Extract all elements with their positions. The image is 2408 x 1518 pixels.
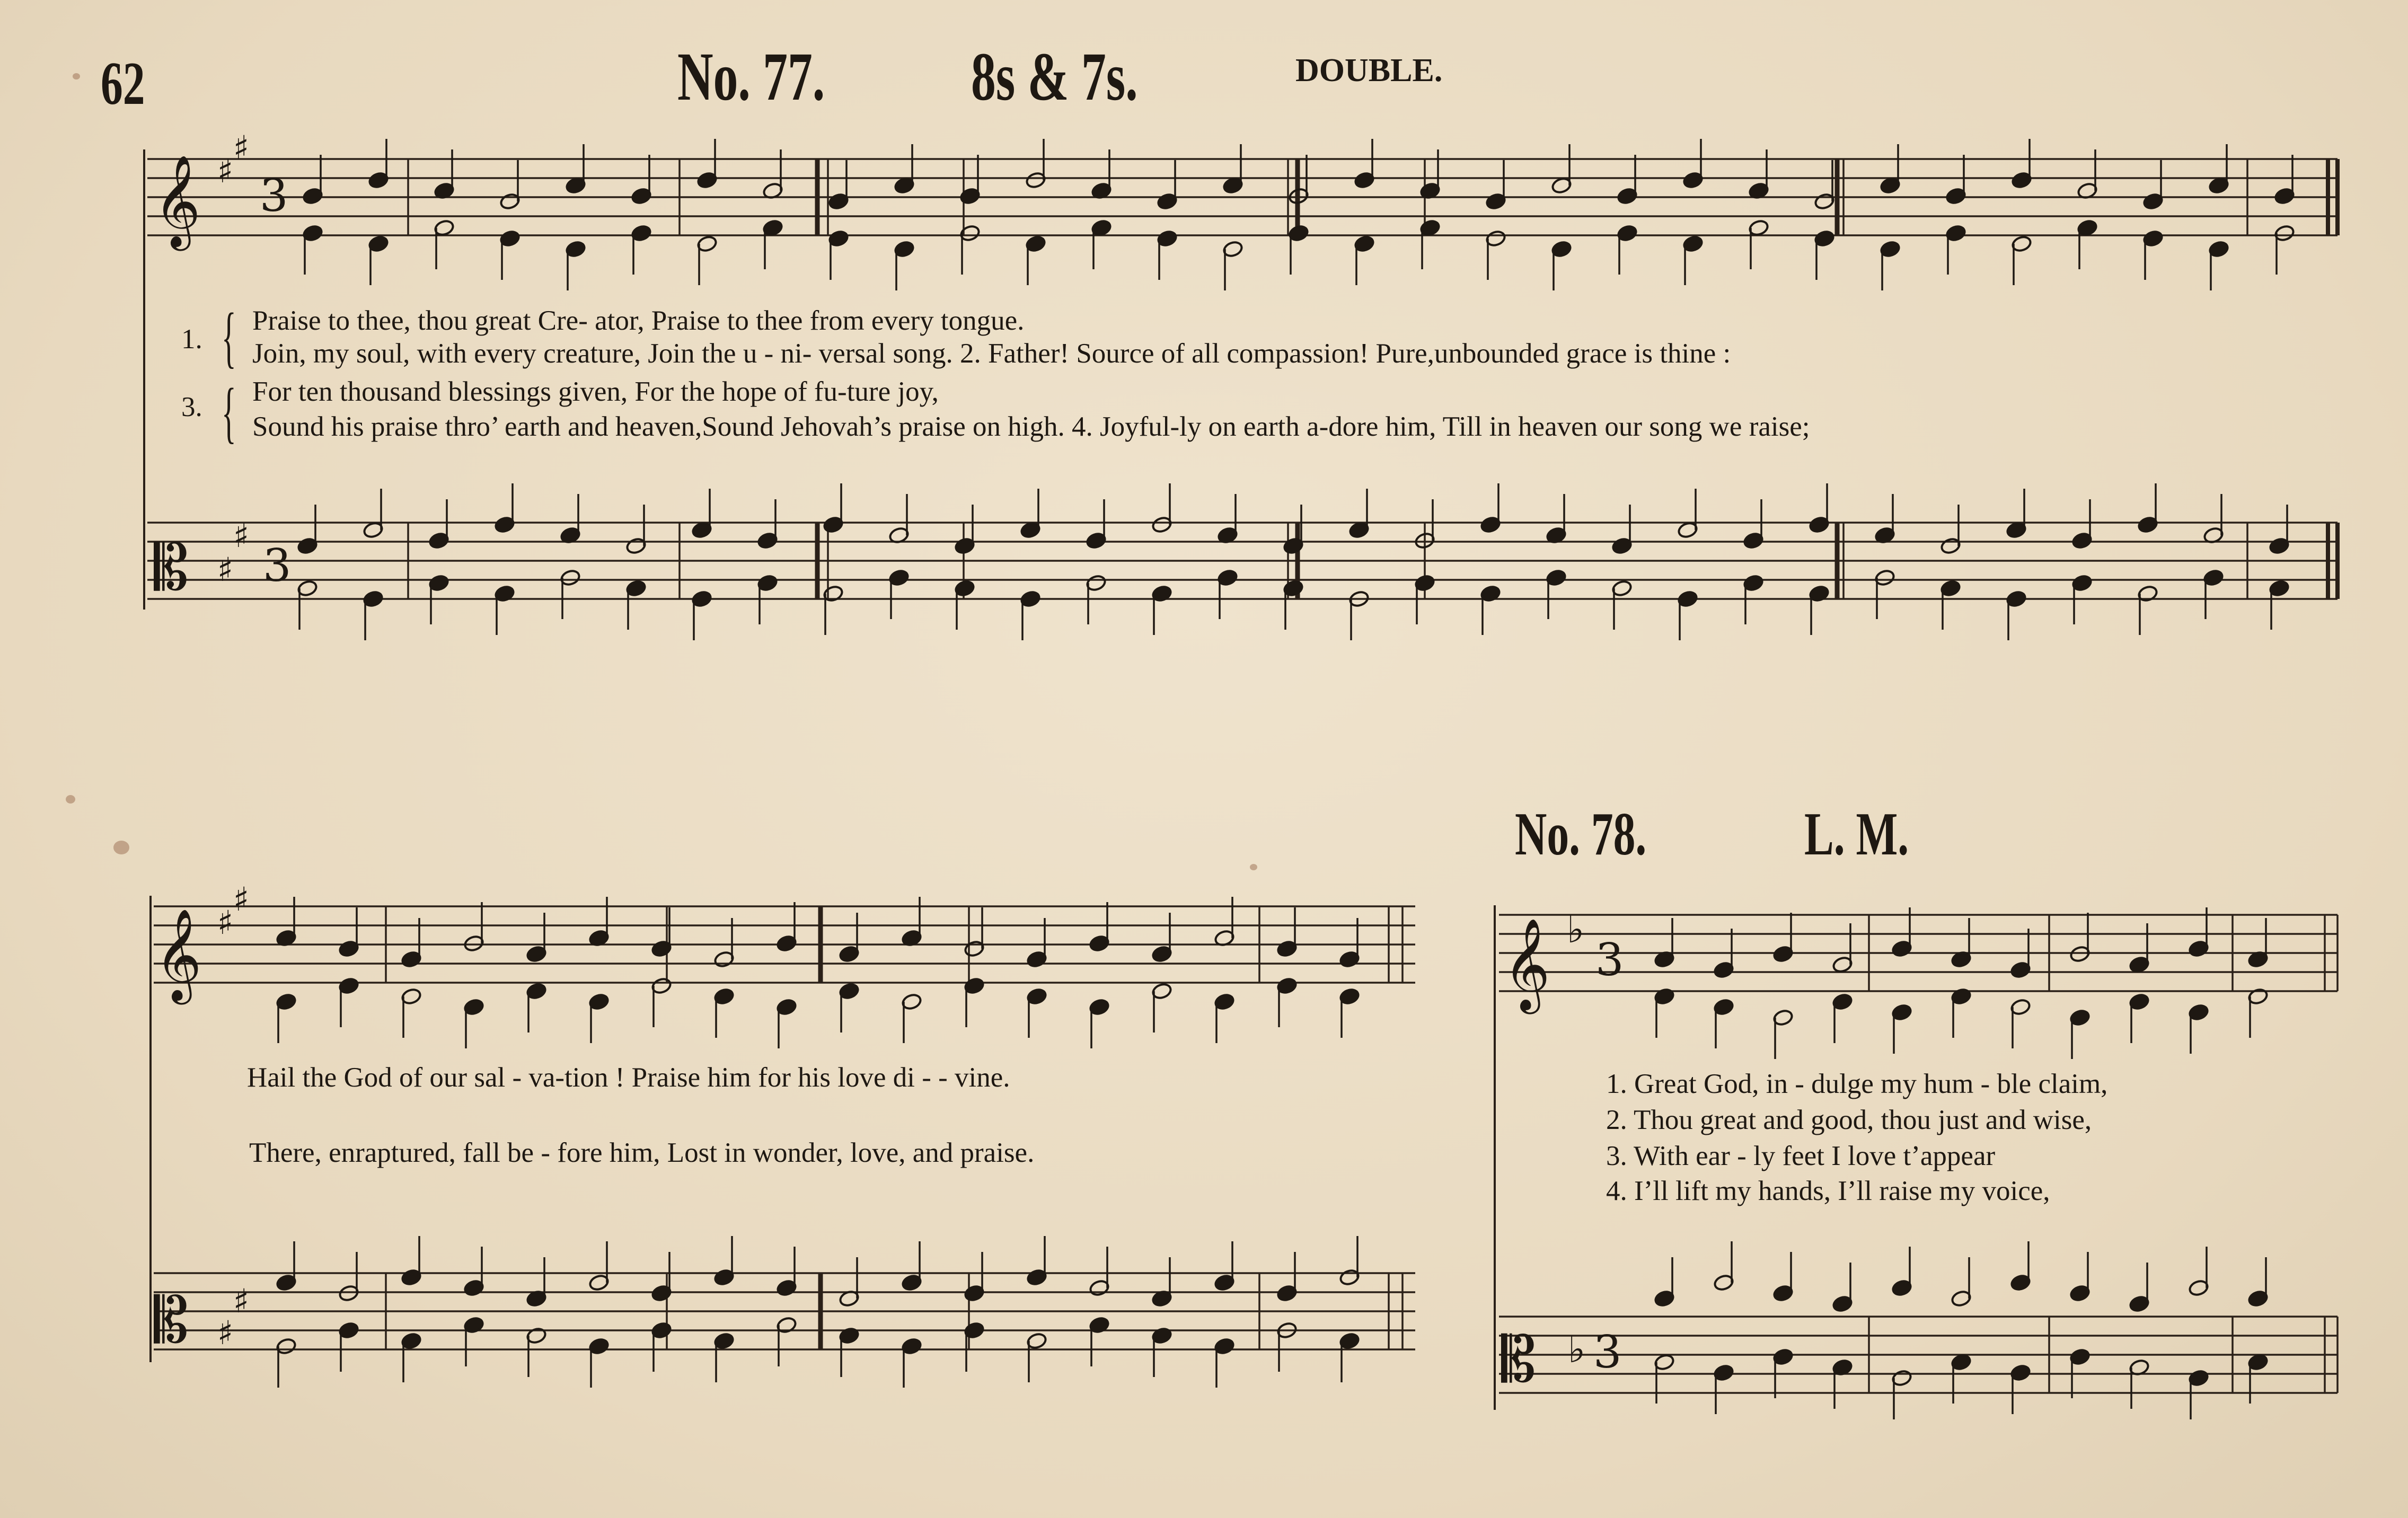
time-signature: 3 xyxy=(260,170,288,222)
treble-clef: 𝄞 xyxy=(1503,918,1550,1010)
lyric-line-1: Praise to thee, thou great Cre- ator, Praise to thee from every tongue. xyxy=(252,305,1025,336)
key-sharp: ♯ xyxy=(217,550,234,589)
tune-78-verse-2: 2. Thou great and good, thou just and wise, xyxy=(1606,1105,2092,1135)
key-flat: ♭ xyxy=(1567,908,1585,951)
tune-78-verse-1: 1. Great God, in - dulge my hum - ble claim, xyxy=(1606,1069,2108,1099)
tune-78-verse-3: 3. With ear - ly feet I love t’appear xyxy=(1606,1141,1996,1171)
treble-clef: 𝄞 xyxy=(154,155,201,247)
key-sharp: ♯ xyxy=(233,880,250,919)
time-signature: 3 xyxy=(1593,1326,1622,1378)
c-clef: 𝄡 xyxy=(154,531,189,604)
treble-clef: 𝄞 xyxy=(155,908,202,1001)
tune-78-meter: L. M. xyxy=(1804,800,1909,868)
verse-brace-3: { xyxy=(222,375,236,450)
key-sharp: ♯ xyxy=(233,1282,250,1320)
c-clef: 𝄡 xyxy=(1501,1323,1536,1396)
tune-78-number: No. 78. xyxy=(1515,800,1647,868)
time-signature: 3 xyxy=(263,540,292,592)
continuation-line-2: There, enraptured, fall be - fore him, Lost in wonder, love, and praise. xyxy=(249,1137,1035,1168)
tune-77-double: DOUBLE. xyxy=(1295,52,1443,89)
continuation-line-1: Hail the God of our sal - va-tion ! Praise him for his love di - - vine. xyxy=(247,1062,1010,1093)
tune-77-number: No. 77. xyxy=(677,39,825,115)
c-clef: 𝄡 xyxy=(154,1284,189,1357)
lyric-line-3: For ten thousand blessings given, For the hope of fu-ture joy, xyxy=(252,376,939,407)
lyric-line-4: Sound his praise thro’ earth and heaven,Sound Jehovah’s praise on high. 4. Joyful-ly on earth a-dore him, Till in heaven our song we raise; xyxy=(252,411,1810,442)
time-signature: 3 xyxy=(1595,934,1624,986)
key-sharp: ♯ xyxy=(233,128,250,167)
verse-number-3: 3. xyxy=(181,392,202,422)
key-sharp: ♯ xyxy=(217,152,234,190)
key-flat: ♭ xyxy=(1568,1328,1586,1371)
key-sharp: ♯ xyxy=(217,1313,234,1352)
tune-78-verse-4: 4. I’ll lift my hands, I’ll raise my voice, xyxy=(1606,1176,2050,1206)
verse-number-1: 1. xyxy=(181,324,202,355)
tune-77-meter: 8s & 7s. xyxy=(971,39,1138,115)
verse-brace-1: { xyxy=(222,299,236,375)
lyric-line-2: Join, my soul, with every creature, Join the u - ni- versal song. 2. Father! Source of all compassion! Pure,unbounded grace is thine : xyxy=(252,338,1731,369)
page-number: 62 xyxy=(101,50,145,118)
key-sharp: ♯ xyxy=(217,903,234,942)
key-sharp: ♯ xyxy=(233,516,250,555)
